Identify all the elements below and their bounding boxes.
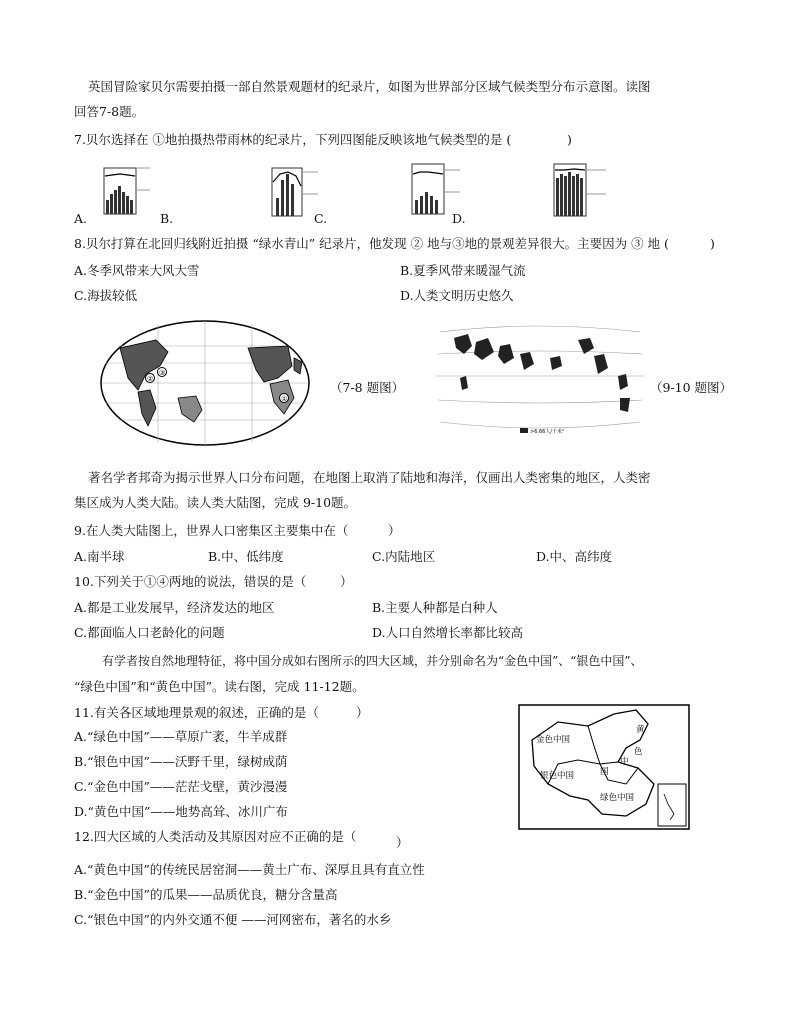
map3-label-zhong: 中 — [620, 757, 629, 767]
human-continent-map — [430, 318, 650, 442]
option-10d: D.人口自然增长率都比较高 — [372, 625, 524, 640]
question-8-stem: 8.贝尔打算在北回归线附近拍摄 “绿水青山” 纪录片，他发现 ② 地与③地的景观差异很大。主要因为 ③ 地 ( — [74, 236, 669, 251]
map1-label-2: ② — [147, 375, 154, 383]
world-climate-map — [98, 318, 312, 448]
intro-paragraph-3-line1: 有学者按自然地理特征，将中国分成如右图所示的四大区域，并分别命名为“金色中国”、“银色中国”、 — [102, 654, 643, 668]
option-10c: C.都面临人口老龄化的问题 — [74, 625, 225, 640]
map2-legend: >6.66人/千米² — [530, 429, 565, 435]
map3-label-gold: 金色中国 — [536, 735, 571, 745]
option-10a: A.都是工业发展早，经济发达的地区 — [74, 600, 275, 615]
question-11-stem: 11.有关各区域地理景观的叙述，正确的是（ — [74, 705, 319, 720]
option-8c: C.海拔较低 — [74, 288, 138, 303]
china-regions-map — [518, 704, 690, 830]
option-7c: C. — [314, 211, 328, 226]
intro-paragraph-1-line2: 回答7-8题。 — [74, 104, 145, 119]
option-11a: A.“绿色中国”——草原广袤，牛羊成群 — [74, 729, 288, 744]
option-11d: D.“黄色中国”——地势高耸、冰川广布 — [74, 804, 288, 819]
option-8b: B.夏季风带来暖湿气流 — [400, 263, 526, 278]
question-12-stem: 12.四大区域的人类活动及其原因对应不正确的是（ — [74, 829, 357, 844]
map3-label-yellow: 黄 — [636, 725, 645, 735]
map1-label-1: ① — [281, 395, 288, 403]
question-9-stem: 9.在人类大陆图上，世界人口密集区主要集中在（ — [74, 523, 349, 538]
map2-caption: （9-10 题图） — [650, 380, 733, 395]
option-7a: A. — [74, 211, 88, 226]
map1-caption: （7-8 题图） — [330, 380, 405, 395]
question-8-close: ) — [710, 236, 715, 251]
option-9c: C.内陆地区 — [372, 549, 436, 564]
intro-paragraph-3-line2: “绿色中国”和“黄色中国”。读右图，完成 11-12题。 — [74, 679, 365, 694]
map3-label-silver: 银色中国 — [540, 771, 575, 781]
map3-label-green: 绿色中国 — [600, 793, 635, 803]
option-7b: B. — [160, 211, 174, 226]
question-12-close: ） — [396, 835, 409, 850]
option-12c: C.“银色中国”的内外交通不便 ——河网密布，著名的水乡 — [74, 912, 392, 927]
option-9a: A.南半球 — [74, 549, 125, 564]
intro-paragraph-2-line1: 著名学者邦奇为揭示世界人口分布问题，在地图上取消了陆地和海洋，仅画出人类密集的地区，人类密 — [88, 470, 651, 485]
question-9-close: ） — [388, 523, 401, 538]
option-8d: D.人类文明历史悠久 — [400, 288, 514, 303]
option-11b: B.“银色中国”——沃野千里，绿树成荫 — [74, 754, 288, 769]
intro-paragraph-1-line1: 英国冒险家贝尔需要拍摄一部自然景观题材的纪录片，如图为世界部分区域气候类型分布示意图。读图 — [88, 79, 651, 94]
question-10-close: ） — [340, 574, 353, 589]
map3-label-se: 色 — [634, 747, 643, 757]
option-10b: B.主要人种都是白种人 — [372, 600, 498, 615]
climate-chart-c — [406, 156, 462, 218]
option-12a: A.“黄色中国”的传统民居窑洞——黄土广布、深厚且具有直立性 — [74, 862, 425, 877]
question-10-stem: 10.下列关于①④两地的说法，错误的是（ — [74, 574, 307, 589]
option-12b: B.“金色中国”的瓜果——品质优良，糖分含量高 — [74, 887, 338, 902]
intro-paragraph-2-line2: 集区成为人类大陆。读人类大陆图，完成 9-10题。 — [74, 495, 357, 510]
option-9b: B.中、低纬度 — [208, 549, 284, 564]
climate-chart-a — [100, 160, 152, 218]
option-11c: C.“金色中国”——茫茫戈壁，黄沙漫漫 — [74, 779, 288, 794]
option-8a: A.冬季风带来大风大雪 — [74, 263, 200, 278]
map1-label-3: ③ — [159, 369, 166, 377]
question-7-stem: 7.贝尔选择在 ①地拍摄热带雨林的纪录片，下列四图能反映该地气候类型的是 ( — [74, 132, 512, 147]
climate-chart-d — [548, 156, 608, 220]
map3-label-guo: 国 — [600, 767, 609, 777]
option-7d: D. — [452, 211, 466, 226]
option-9d: D.中、高纬度 — [536, 549, 613, 564]
question-7-close: ) — [567, 132, 572, 147]
question-11-close: ） — [356, 705, 369, 720]
